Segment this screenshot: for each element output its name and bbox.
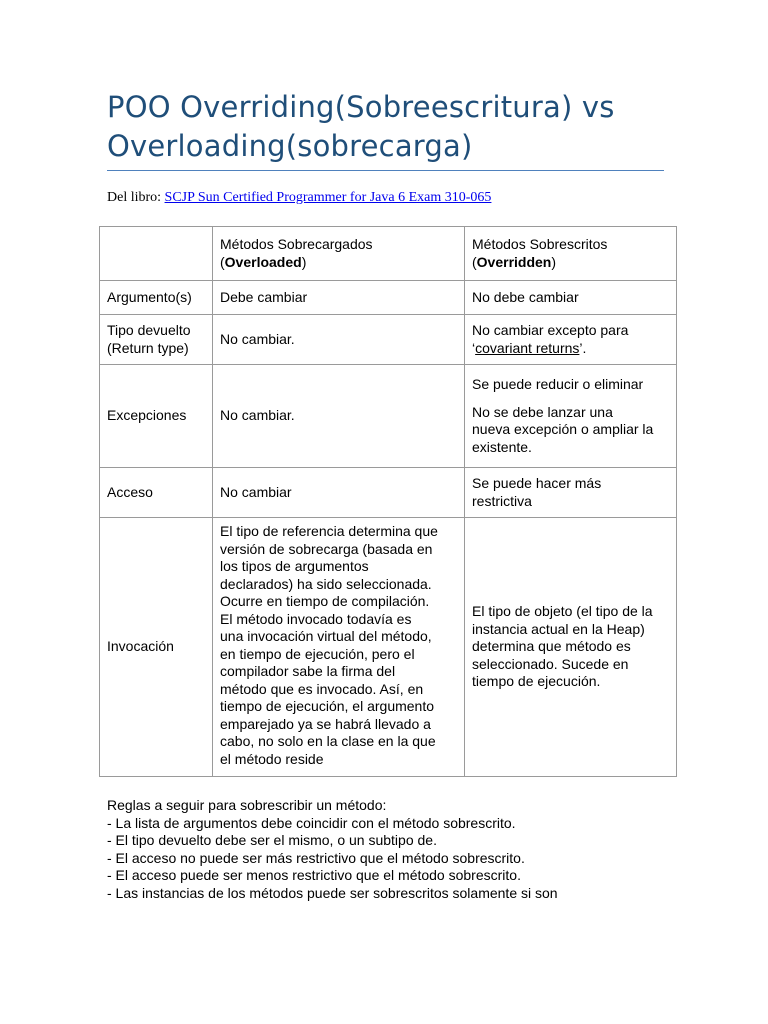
title-divider: [107, 170, 664, 171]
title-line-2: Overloading(sobrecarga): [107, 129, 473, 163]
list-item: - El tipo devuelto debe ser el mismo, o un subtipo de.: [107, 832, 437, 848]
list-item: - La lista de argumentos debe coincidir con el método sobrescrito.: [107, 814, 516, 831]
covariant-returns-link: covariant returns: [475, 339, 580, 356]
row-label: Acceso: [100, 468, 213, 518]
override-rules: [107, 797, 558, 902]
overridden-cell: Se puede reducir o eliminar No se debe lanzar una nueva excepción o ampliar la existente.: [465, 365, 677, 468]
overridden-cell: No cambiar excepto para ‘covariant returns’.: [465, 315, 677, 365]
header-overridden: [465, 227, 677, 281]
source-prefix: Del libro:: [107, 190, 165, 205]
book-link[interactable]: SCJP Sun Certified Programmer for Java 6 Exam 310-065: [164, 190, 492, 205]
overloaded-cell: No cambiar: [213, 468, 465, 518]
overloaded-cell: No cambiar.: [213, 315, 465, 365]
comparison-table: [99, 226, 677, 777]
list-item: - El acceso no puede ser más restrictivo que el método sobrescrito.: [107, 849, 525, 866]
header-overridden-title: Métodos Sobrescritos: [472, 236, 608, 252]
row-label: Tipo devuelto (Return type): [100, 315, 213, 365]
rules-heading: Reglas a seguir para sobrescribir un método:: [107, 797, 387, 813]
list-item: - El acceso puede ser menos restrictivo que el método sobrescrito.: [107, 867, 521, 883]
overridden-cell: No debe cambiar: [465, 281, 677, 315]
header-overloaded-title: Métodos Sobrecargados: [220, 236, 373, 252]
table-row: [100, 518, 677, 777]
header-overloaded: [213, 227, 465, 281]
title-line-1: POO Overriding(Sobreescritura) vs: [107, 90, 615, 124]
table-row: [100, 365, 677, 468]
row-label: Argumento(s): [100, 281, 213, 315]
overridden-cell: Se puede hacer más restrictiva: [465, 468, 677, 518]
table-row: [100, 468, 677, 518]
overloaded-cell: Debe cambiar: [213, 281, 465, 315]
source-line: [107, 190, 491, 206]
row-label: Excepciones: [100, 365, 213, 468]
list-item: - Las instancias de los métodos puede ser sobrescritos solamente si son: [107, 884, 558, 901]
table-row: [100, 315, 677, 365]
overloaded-cell: No cambiar.: [213, 365, 465, 468]
header-empty-cell: [100, 227, 213, 281]
header-overridden-term: (Overridden): [472, 253, 557, 270]
header-overloaded-term: (Overloaded): [220, 253, 307, 270]
table-header-row: [100, 227, 677, 281]
table-row: [100, 281, 677, 315]
overloaded-cell: El tipo de referencia determina que versión de sobrecarga (basada en los tipos de argumentos declarados) ha sido seleccionada. Ocurre en tiempo de compilación. El método invocado todavía es una invocación virtual del método, en tiempo de ejecución, pero el compilador sabe la firma del método que es invocado. Así, en tiempo de ejecución, el argumento emparejado ya se habrá llevado a cabo, no solo en la clase en la que el método reside: [213, 518, 465, 777]
row-label: Invocación: [100, 518, 213, 777]
overridden-cell: El tipo de objeto (el tipo de la instancia actual en la Heap) determina que método es seleccionado. Sucede en tiempo de ejecución.: [465, 518, 677, 777]
page-title: [107, 88, 667, 166]
